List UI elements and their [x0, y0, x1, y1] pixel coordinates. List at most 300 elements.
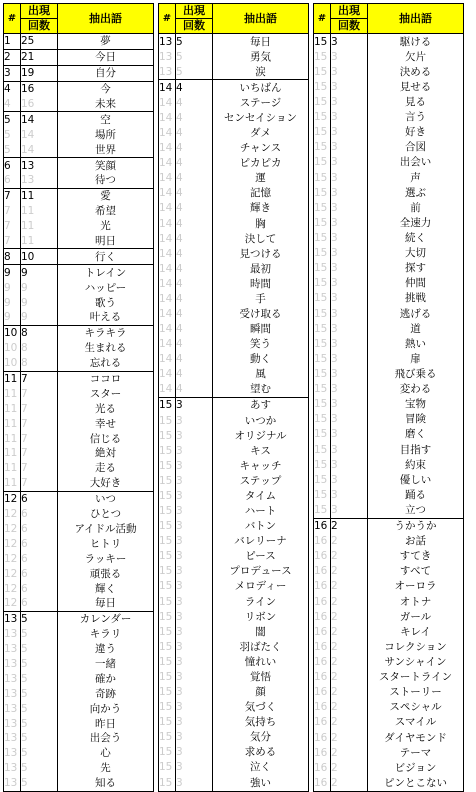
count-cell: 5: [21, 716, 58, 731]
table-row: [314, 472, 464, 487]
word-cell: 覚悟: [213, 669, 309, 684]
table-row: [4, 142, 154, 157]
word-cell: キレイ: [368, 624, 464, 639]
word-cell: 世界: [58, 142, 154, 157]
word-cell: 忘れる: [58, 356, 154, 371]
table-row: [4, 491, 154, 506]
table-row: [159, 352, 309, 367]
count-cell: 13: [21, 173, 58, 188]
rank-cell: 11: [4, 431, 21, 446]
rank-cell: 4: [4, 81, 21, 96]
word-cell: 泣く: [213, 760, 309, 775]
table-row: [314, 730, 464, 745]
rank-cell: 3: [4, 65, 21, 81]
count-cell: 7: [21, 461, 58, 476]
count-cell: 2: [331, 594, 368, 609]
count-cell: 3: [331, 472, 368, 487]
word-cell: 笑う: [213, 337, 309, 352]
count-cell: 5: [176, 64, 213, 80]
table-row: [159, 413, 309, 428]
count-cell: 5: [21, 627, 58, 642]
rank-cell: 7: [4, 219, 21, 234]
count-cell: 3: [331, 276, 368, 291]
word-cell: 輝き: [213, 201, 309, 216]
count-cell: 5: [21, 671, 58, 686]
count-cell: 2: [331, 685, 368, 700]
word-cell: タイム: [213, 488, 309, 503]
rank-cell: 15: [159, 519, 176, 534]
count-cell: 2: [331, 654, 368, 669]
count-cell: 3: [176, 760, 213, 775]
table-row: [4, 716, 154, 731]
rank-cell: 13: [4, 776, 21, 791]
rank-cell: 9: [4, 280, 21, 295]
count-cell: 3: [176, 488, 213, 503]
table-row: [314, 639, 464, 654]
count-cell: 5: [21, 761, 58, 776]
word-cell: 時間: [213, 276, 309, 291]
word-cell: 手: [213, 291, 309, 306]
word-cell: 大好き: [58, 476, 154, 491]
rank-cell: 14: [159, 201, 176, 216]
word-cell: 目指す: [368, 442, 464, 457]
count-header-bottom: 回数: [21, 19, 58, 34]
word-cell: ピース: [213, 549, 309, 564]
rank-header: #: [159, 4, 176, 34]
word-cell: 逃げる: [368, 306, 464, 321]
count-cell: 7: [21, 446, 58, 461]
table-row: [314, 518, 464, 534]
rank-cell: 16: [314, 609, 331, 624]
word-cell: キャッチ: [213, 458, 309, 473]
word-frequency-table: [158, 3, 309, 792]
rank-cell: 7: [4, 234, 21, 249]
table-row: [314, 745, 464, 760]
word-cell: サンシャイン: [368, 654, 464, 669]
table-row: [314, 685, 464, 700]
rank-cell: 15: [314, 110, 331, 125]
count-cell: 5: [176, 49, 213, 64]
rank-cell: 13: [4, 671, 21, 686]
word-cell: 闇: [213, 624, 309, 639]
count-cell: 3: [176, 684, 213, 699]
count-cell: 7: [21, 386, 58, 401]
word-cell: テーマ: [368, 745, 464, 760]
count-cell: 4: [176, 156, 213, 171]
rank-cell: 9: [4, 310, 21, 325]
table-row: [4, 173, 154, 188]
count-cell: 4: [176, 110, 213, 125]
table-row: [314, 624, 464, 639]
table-row: [314, 700, 464, 715]
count-cell: 6: [21, 551, 58, 566]
word-frequency-table: [313, 3, 464, 792]
table-row: [314, 64, 464, 79]
table-row: [159, 306, 309, 321]
word-cell: 変わる: [368, 382, 464, 397]
rank-cell: 14: [159, 367, 176, 382]
word-cell: 光る: [58, 401, 154, 416]
table-row: [4, 341, 154, 356]
table-row: [4, 686, 154, 701]
rank-cell: 15: [159, 775, 176, 791]
word-cell: 笑顔: [58, 158, 154, 173]
rank-cell: 14: [159, 322, 176, 337]
word-cell: 欠片: [368, 49, 464, 64]
rank-cell: 15: [314, 200, 331, 215]
count-cell: 3: [176, 428, 213, 443]
rank-cell: 7: [4, 188, 21, 203]
table-row: [159, 156, 309, 171]
count-cell: 3: [176, 564, 213, 579]
count-cell: 10: [21, 249, 58, 265]
count-cell: 3: [176, 458, 213, 473]
count-cell: 14: [21, 112, 58, 127]
word-cell: 自分: [58, 65, 154, 81]
table-row: [159, 322, 309, 337]
word-cell: すべて: [368, 564, 464, 579]
word-cell: 頑張る: [58, 566, 154, 581]
count-cell: 2: [331, 534, 368, 549]
word-cell: 見る: [368, 94, 464, 109]
word-cell: 動く: [213, 352, 309, 367]
word-cell: ライン: [213, 594, 309, 609]
rank-cell: 16: [314, 745, 331, 760]
table-row: [159, 367, 309, 382]
count-cell: 4: [176, 126, 213, 141]
count-cell: 3: [331, 321, 368, 336]
count-cell: 8: [21, 325, 58, 340]
word-cell: バレリーナ: [213, 534, 309, 549]
table-row: [4, 219, 154, 234]
word-cell: カレンダー: [58, 611, 154, 626]
table-row: [159, 382, 309, 398]
rank-cell: 15: [159, 579, 176, 594]
count-cell: 3: [331, 170, 368, 185]
count-cell: 4: [176, 337, 213, 352]
table-row: [314, 140, 464, 155]
count-cell: 5: [21, 731, 58, 746]
count-cell: 3: [331, 79, 368, 94]
table-row: [314, 654, 464, 669]
count-cell: 3: [176, 579, 213, 594]
rank-cell: 15: [159, 473, 176, 488]
count-cell: 3: [176, 639, 213, 654]
count-cell: 5: [21, 657, 58, 672]
rank-cell: 12: [4, 536, 21, 551]
table-row: [159, 684, 309, 699]
count-cell: 3: [176, 473, 213, 488]
count-cell: 2: [331, 760, 368, 775]
count-cell: 3: [331, 412, 368, 427]
count-cell: 3: [331, 185, 368, 200]
count-cell: 2: [331, 639, 368, 654]
word-cell: いつ: [58, 491, 154, 506]
rank-cell: 12: [4, 566, 21, 581]
frequency-tables: [3, 3, 464, 792]
word-cell: 決して: [213, 231, 309, 246]
rank-cell: 15: [159, 654, 176, 669]
table-row: [159, 443, 309, 458]
word-header: 抽出語: [368, 4, 464, 34]
count-cell: 4: [176, 141, 213, 156]
count-header-top: 出現: [331, 4, 368, 19]
count-cell: 9: [21, 295, 58, 310]
table-row: [4, 112, 154, 127]
table-row: [314, 155, 464, 170]
table-row: [314, 94, 464, 109]
word-cell: センセイション: [213, 110, 309, 125]
table-row: [4, 611, 154, 626]
count-cell: 3: [331, 64, 368, 79]
rank-cell: 15: [159, 624, 176, 639]
word-cell: 空: [58, 112, 154, 127]
rank-cell: 15: [159, 534, 176, 549]
word-cell: 決める: [368, 64, 464, 79]
table-row: [159, 564, 309, 579]
count-cell: 4: [176, 291, 213, 306]
rank-cell: 16: [314, 730, 331, 745]
word-cell: 輝く: [58, 581, 154, 596]
table-row: [4, 310, 154, 325]
rank-cell: 16: [314, 654, 331, 669]
word-cell: 明日: [58, 234, 154, 249]
table-row: [159, 141, 309, 156]
table-row: [314, 366, 464, 381]
table-row: [314, 502, 464, 518]
rank-cell: 14: [159, 382, 176, 398]
rank-cell: 16: [314, 670, 331, 685]
count-cell: 4: [176, 95, 213, 110]
rank-cell: 15: [314, 215, 331, 230]
table-row: [4, 701, 154, 716]
count-cell: 9: [21, 265, 58, 280]
word-cell: 確か: [58, 671, 154, 686]
rank-cell: 16: [314, 639, 331, 654]
table-row: [4, 431, 154, 446]
count-cell: 16: [21, 97, 58, 112]
count-cell: 16: [21, 81, 58, 96]
rank-cell: 15: [314, 321, 331, 336]
table-row: [4, 34, 154, 50]
word-cell: ハート: [213, 504, 309, 519]
table-row: [159, 579, 309, 594]
table-row: [314, 442, 464, 457]
table-row: [4, 127, 154, 142]
table-row: [159, 760, 309, 775]
rank-cell: 15: [314, 502, 331, 518]
rank-cell: 16: [314, 715, 331, 730]
word-cell: オーロラ: [368, 579, 464, 594]
table-row: [314, 34, 464, 50]
word-cell: スペシャル: [368, 700, 464, 715]
table-row: [314, 775, 464, 791]
rank-cell: 11: [4, 476, 21, 491]
count-cell: 11: [21, 234, 58, 249]
count-cell: 3: [331, 351, 368, 366]
word-cell: 毎日: [58, 596, 154, 611]
table-row: [159, 201, 309, 216]
word-cell: オトナ: [368, 594, 464, 609]
count-cell: 4: [176, 246, 213, 261]
count-cell: 3: [331, 140, 368, 155]
rank-cell: 14: [159, 110, 176, 125]
rank-cell: 11: [4, 371, 21, 386]
rank-cell: 6: [4, 173, 21, 188]
count-cell: 7: [21, 371, 58, 386]
word-cell: 信じる: [58, 431, 154, 446]
table-row: [159, 730, 309, 745]
word-cell: バトン: [213, 519, 309, 534]
rank-cell: 13: [4, 701, 21, 716]
rank-cell: 5: [4, 127, 21, 142]
word-cell: 絶対: [58, 446, 154, 461]
rank-cell: 15: [159, 669, 176, 684]
count-cell: 4: [176, 231, 213, 246]
rank-header: #: [314, 4, 331, 34]
table-row: [314, 594, 464, 609]
count-cell: 4: [176, 201, 213, 216]
rank-cell: 16: [314, 685, 331, 700]
count-cell: 7: [21, 401, 58, 416]
word-cell: 挑戦: [368, 291, 464, 306]
table-row: [159, 745, 309, 760]
word-cell: メロディー: [213, 579, 309, 594]
word-cell: お話: [368, 534, 464, 549]
count-cell: 4: [176, 261, 213, 276]
word-cell: いちばん: [213, 80, 309, 96]
word-cell: あす: [213, 397, 309, 413]
count-cell: 3: [331, 49, 368, 64]
count-cell: 2: [331, 775, 368, 791]
table-row: [159, 534, 309, 549]
table-row: [314, 321, 464, 336]
rank-cell: 14: [159, 306, 176, 321]
table-row: [314, 215, 464, 230]
rank-cell: 14: [159, 261, 176, 276]
table-row: [4, 188, 154, 203]
rank-cell: 15: [159, 594, 176, 609]
word-cell: 駆ける: [368, 34, 464, 50]
table-row: [159, 654, 309, 669]
rank-cell: 12: [4, 551, 21, 566]
count-cell: 3: [176, 654, 213, 669]
count-cell: 2: [331, 564, 368, 579]
table-row: [4, 581, 154, 596]
count-cell: 5: [21, 776, 58, 791]
count-cell: 6: [21, 522, 58, 537]
word-cell: 夢: [58, 34, 154, 50]
table-row: [314, 230, 464, 245]
rank-cell: 8: [4, 249, 21, 265]
count-cell: 4: [176, 382, 213, 398]
count-cell: 19: [21, 65, 58, 81]
rank-cell: 11: [4, 386, 21, 401]
word-cell: 求める: [213, 745, 309, 760]
rank-cell: 14: [159, 352, 176, 367]
rank-cell: 13: [4, 642, 21, 657]
rank-cell: 15: [314, 246, 331, 261]
count-cell: 5: [21, 746, 58, 761]
table-row: [4, 446, 154, 461]
count-cell: 3: [176, 397, 213, 413]
table-row: [314, 609, 464, 624]
word-cell: 記憶: [213, 186, 309, 201]
word-cell: 磨く: [368, 427, 464, 442]
word-cell: コレクション: [368, 639, 464, 654]
rank-cell: 13: [4, 731, 21, 746]
rank-cell: 16: [314, 534, 331, 549]
rank-cell: 15: [159, 397, 176, 413]
rank-cell: 15: [159, 504, 176, 519]
table-row: [159, 504, 309, 519]
count-cell: 3: [176, 594, 213, 609]
word-cell: ひとつ: [58, 507, 154, 522]
word-cell: 憧れい: [213, 654, 309, 669]
rank-cell: 16: [314, 624, 331, 639]
rank-cell: 12: [4, 581, 21, 596]
table-row: [314, 579, 464, 594]
rank-cell: 15: [314, 336, 331, 351]
count-cell: 6: [21, 596, 58, 611]
count-cell: 11: [21, 204, 58, 219]
table-row: [314, 397, 464, 412]
count-cell: 4: [176, 352, 213, 367]
count-cell: 3: [331, 442, 368, 457]
rank-cell: 13: [4, 746, 21, 761]
word-cell: 今日: [58, 49, 154, 65]
table-row: [159, 519, 309, 534]
rank-cell: 4: [4, 97, 21, 112]
word-cell: 待つ: [58, 173, 154, 188]
table-row: [4, 356, 154, 371]
rank-cell: 15: [314, 170, 331, 185]
table-row: [4, 746, 154, 761]
rank-cell: 15: [159, 684, 176, 699]
count-cell: 4: [176, 80, 213, 96]
count-cell: 25: [21, 34, 58, 50]
count-cell: 5: [21, 686, 58, 701]
rank-cell: 5: [4, 112, 21, 127]
table-row: [314, 185, 464, 200]
count-cell: 2: [331, 700, 368, 715]
rank-cell: 2: [4, 49, 21, 65]
rank-cell: 5: [4, 142, 21, 157]
table-row: [314, 49, 464, 64]
rank-cell: 15: [159, 730, 176, 745]
table-row: [4, 461, 154, 476]
table-row: [314, 246, 464, 261]
rank-cell: 13: [4, 716, 21, 731]
word-cell: 出会う: [58, 731, 154, 746]
rank-cell: 13: [159, 34, 176, 50]
word-cell: 続く: [368, 230, 464, 245]
rank-cell: 15: [159, 443, 176, 458]
word-cell: 優しい: [368, 472, 464, 487]
count-cell: 3: [331, 215, 368, 230]
count-cell: 7: [21, 431, 58, 446]
rank-cell: 12: [4, 522, 21, 537]
table-row: [159, 126, 309, 141]
table-row: [314, 715, 464, 730]
table-row: [4, 158, 154, 173]
rank-cell: 15: [159, 760, 176, 775]
table-row: [159, 246, 309, 261]
table-row: [4, 401, 154, 416]
word-cell: 違う: [58, 642, 154, 657]
count-cell: 5: [176, 34, 213, 50]
count-cell: 8: [21, 341, 58, 356]
